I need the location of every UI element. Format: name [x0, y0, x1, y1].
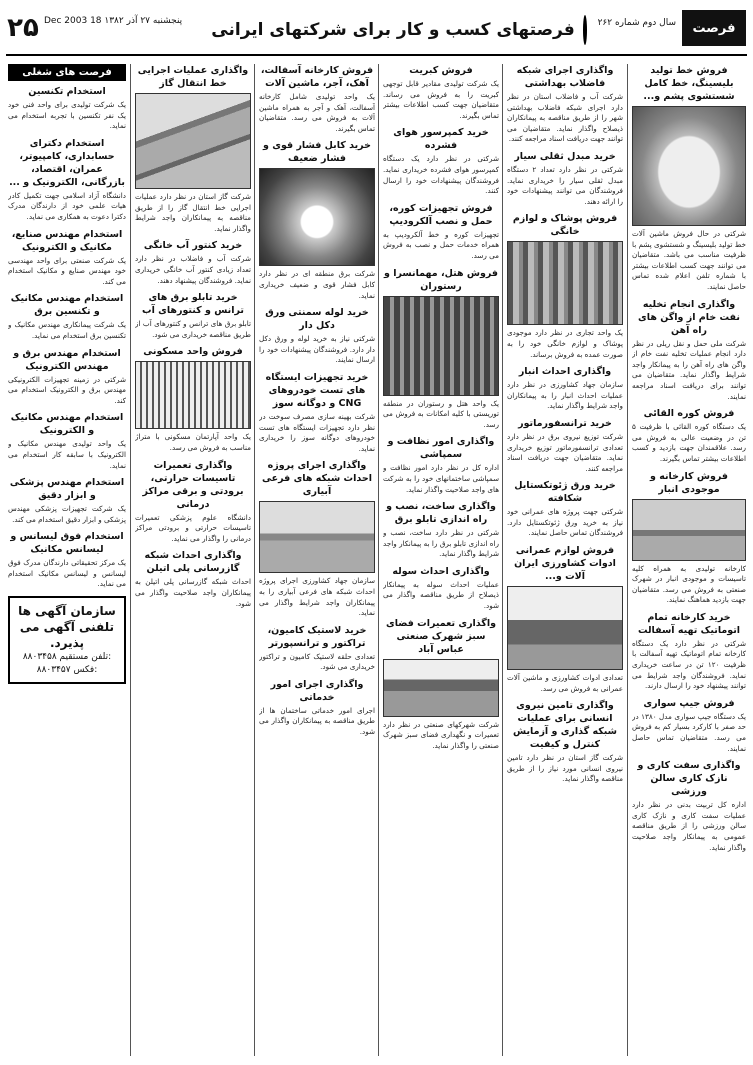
ad-title: واگذاری سفت کاری و نازک کاری سالن ورزشی: [637, 760, 741, 798]
job-ad: [8, 476, 126, 525]
column-1: [632, 64, 746, 1056]
classified-ad: [632, 759, 746, 853]
ad-title: واگذاری ساخت، نصب و راه اندازی تابلو برق: [386, 501, 496, 526]
classified-ad: [259, 459, 375, 618]
ad-title: واگذاری احداث سوله: [392, 565, 490, 577]
section-title: [211, 10, 575, 50]
page-number: ۲۵: [7, 13, 39, 43]
ad-photo: [632, 106, 746, 226]
ad-body: دانشگاه آزاد اسلامی جهت تکمیل کادر هیات علمی خود از دارندگان مدرک دکترا دعوت به همکاری می نماید.: [8, 190, 126, 221]
ad-body: کارخانه تولیدی به همراه کلیه تاسیسات و موجودی انبار در شهرک صنعتی به فروش می رسد. متقاضیان جهت بازدید هماهنگ نمایند.: [632, 563, 746, 605]
ad-body: شرکتی در زمینه تجهیزات الکترونیکی مهندس برق و الکترونیک استخدام می کند.: [8, 374, 126, 405]
ad-body: شرکت برق منطقه ای در نظر دارد کابل فشار قوی و ضعیف خریداری نماید.: [259, 269, 375, 300]
classified-ad: [383, 267, 499, 431]
ad-body: یک دستگاه کوره القائی با ظرفیت ۵ تن در وضعیت عالی به فروش می رسد. علاقمندان جهت بازدید و کسب اطلاعات بیشتر تماس بگیرند.: [632, 422, 746, 463]
classified-ad: [632, 298, 746, 403]
ad-body: یک شرکت صنعتی برای واحد مهندسی خود مهندس صنایع و مکانیک استخدام می کند.: [8, 255, 126, 286]
column-2: [507, 64, 623, 1056]
jobs-column: [8, 64, 126, 1056]
ad-photo: [135, 361, 251, 429]
ad-body: شرکت بهینه سازی مصرف سوخت در نظر دارد تجهیزات ایستگاه های تست خودروهای دوگانه سوز را خریداری نماید.: [259, 411, 375, 453]
ad-body: تعدادی حلقه لاستیک کامیون و تراکتور خریداری می شود.: [259, 651, 375, 672]
ad-title: فروش کارخانه و موجودی انبار: [650, 470, 728, 495]
ads-contact-box: [8, 596, 126, 684]
classified-ad: [259, 306, 375, 366]
ad-body: شرکت شهرکهای صنعتی در نظر دارد تعمیرات و نگهداری فضای سبز شهرک صنعتی را واگذار نماید.: [383, 719, 499, 750]
ad-body: شرکتی در نظر دارد یک دستگاه کارخانه تمام اتوماتیک تهیه آسفالت با ظرفیت ۱۲۰ تن در ساعت خریداری نماید. فروشندگان واجد شرایط می توانند پیشنهاد خود را ارسال دارند.: [632, 638, 746, 691]
ad-body: دانشگاه علوم پزشکی تعمیرات تاسیسات حرارتی و برودتی مراکز درمانی را واگذار می نماید.: [135, 512, 251, 543]
ad-title: واگذاری تامین نیروی انسانی برای عملیات شبکه گذاری و آزمایش کنترل و کیفیت: [513, 700, 617, 751]
job-ad: [8, 530, 126, 590]
masthead: [6, 4, 747, 56]
ad-title: خرید ترانسفورماتور: [518, 417, 612, 429]
issue-number: سال دوم شماره ۲۶۲: [597, 18, 676, 28]
job-ad: [8, 411, 126, 471]
issue-date: پنجشنبه ۲۷ آذر ۱۳۸۲ 18 Dec 2003: [44, 16, 183, 26]
classified-ad: [507, 365, 623, 412]
ad-title: واگذاری انجام تخلیه نفت خام از واگن های راه آهن: [638, 298, 740, 336]
ad-photo: [632, 499, 746, 561]
column-5: [135, 64, 251, 1056]
ad-body: یک شرکت تولیدی مقادیر قابل توجهی کبریت را به فروش می رساند. متقاضیان جهت کسب اطلاعات بیشتر تماس بگیرند.: [383, 79, 499, 120]
ad-body: شرکتی در حال فروش ماشین آلات خط تولید بلیسینگ و شستشوی پشم با ظرفیت مناسب می باشد. متقاضیان می توانند جهت کسب اطلاعات بیشتر با شماره تلفن اعلام شده تماس حاصل نمایند.: [632, 229, 746, 291]
ad-body: شرکتی جهت پروژه های عمرانی خود نیاز به خرید ورق ژئوتکستایل دارد. فروشندگان تماس حاصل نمایند.: [507, 507, 623, 538]
ad-body: یک شرکت تجهیزات پزشکی مهندس پزشکی و ابزار دقیق استخدام می کند.: [8, 504, 126, 524]
fax-label: فکس:: [73, 665, 98, 676]
ad-body: یک واحد آپارتمان مسکونی با متراژ مناسب به فروش می رسد.: [135, 432, 251, 452]
classified-ad: [632, 470, 746, 606]
ad-title: فروش جیپ سواری: [643, 697, 735, 709]
job-ad: [8, 85, 126, 132]
classified-ad: [135, 291, 251, 340]
ad-title: فروش هتل، مهمانسرا و رستوران: [383, 267, 498, 292]
ad-title: خرید لاستیک کامیون، تراکتور و ترانسپورتر: [267, 624, 367, 649]
classified-ad: [383, 202, 499, 262]
ad-body: تعدادی ادوات کشاورزی و ماشین آلات عمرانی به فروش می رسد.: [507, 673, 623, 693]
ad-title: خرید کمپرسور هوای فشرده: [393, 127, 489, 152]
ad-title: استخدام مهندس صنایع، مکانیک و الکترونیک: [11, 228, 123, 253]
ad-title: استخدام مهندس مکانیک و تکنسین برق: [10, 293, 124, 318]
ad-title: واگذاری احداث شبکه گازرسانی پلی اتیلن: [144, 550, 242, 575]
classified-ad: [507, 150, 623, 207]
ad-title: واگذاری اجرای شبکه فاضلاب بهداشتی: [516, 65, 614, 89]
classified-ad: [383, 435, 499, 495]
classified-ad: [135, 549, 251, 609]
phone-line: [13, 651, 121, 664]
ad-title: خرید کنتور آب خانگی: [143, 240, 243, 252]
ad-title: فروش خط تولید بلیسینگ، خط کامل شستشوی پشم و...: [643, 65, 735, 102]
ad-body: شرکت آب و فاضلاب در نظر دارد تعداد زیادی کنتور آب خانگی خریداری نماید. فروشندگان پیشنهاد دهند.: [135, 254, 251, 285]
fax-line: [13, 664, 121, 677]
ad-body: سازمان جهاد کشاورزی اجرای پروژه احداث شبکه های فرعی آبیاری را به پیمانکاران واجد شرایط واگذار می نماید.: [259, 576, 375, 618]
ad-title: فروش کوره القائی: [643, 408, 735, 420]
classified-ad: [632, 64, 746, 293]
classified-ad: [135, 64, 251, 234]
ad-title: خرید لوله سمنتی ورق دکل دار: [265, 307, 369, 332]
section-title-text: فرصتهای کسب و کار برای شرکتهای ایرانی: [211, 20, 575, 40]
ad-title: خرید ورق ژئوتکستایل شکافته: [514, 480, 616, 505]
ad-title: واگذاری تعمیرات فضای سبز شهرک صنعتی عباس آباد: [386, 617, 496, 655]
ad-body: اداره کل در نظر دارد امور نظافت و سمپاشی ساختمانهای خود را به شرکت های واجد صلاحیت واگذار نماید.: [383, 463, 499, 494]
ad-title: استخدام مهندس پزشکی و ابزار دقیق: [9, 477, 125, 502]
ad-body: شرکتی نیاز به خرید لوله و ورق دکل دار دارد. فروشندگان پیشنهادات خود را ارسال نمایند.: [259, 334, 375, 365]
ad-title: واگذاری عملیات اجرایی خط انتقال گاز: [137, 65, 249, 89]
classified-ad: [135, 239, 251, 286]
ad-title: واگذاری امور نظافت و سمپاشی: [387, 436, 495, 461]
classified-ad: [507, 64, 623, 145]
classified-ad: [383, 64, 499, 121]
classified-ad: [259, 64, 375, 134]
ad-body: شرکت گاز استان در نظر دارد عملیات اجرایی خط انتقال گاز را از طریق مناقصه به پیمانکاران واجد شرایط واگذار نماید.: [135, 192, 251, 233]
ad-photo: [259, 168, 375, 266]
ad-title: استخدام دکترای حسابداری، کامپیوتر، عمران، اقتصاد، بازرگانی، الکترونیک و ...: [9, 137, 125, 188]
ad-body: تابلو برق های ترانس و کنتورهای آب از طریق مناقصه خریداری می شود.: [135, 319, 251, 339]
ad-body: یک واحد تجاری در نظر دارد موجودی پوشاک و لوازم خانگی خود را به صورت عمده به فروش برساند.: [507, 328, 623, 359]
column-rule: [254, 64, 255, 1056]
classified-ad: [507, 699, 623, 785]
ad-title: خرید کابل فشار قوی و فشار ضعیف: [263, 140, 371, 165]
ad-body: اداره کل تربیت بدنی در نظر دارد عملیات سفت کاری و نازک کاری سالن ورزشی را از طریق مناقصه عمومی به پیمانکار واجد صلاحیت واگذار نماید.: [632, 800, 746, 852]
ad-title: استخدام تکنسین: [28, 86, 106, 97]
classified-ad: [383, 500, 499, 560]
ad-body: یک مرکز تحقیقاتی دارندگان مدرک فوق لیسانس و لیسانس مکانیک استخدام می نماید.: [8, 558, 126, 589]
column-rule: [627, 64, 628, 1056]
ad-title: استخدام مهندس برق و مهندس الکترونیک: [13, 347, 121, 372]
ad-title: فروش کبریت: [409, 65, 473, 76]
classified-ad: [135, 459, 251, 545]
ad-body: یک دستگاه جیپ سواری مدل ۱۳۸۰ در حد صفر با کارکرد بسیار کم به فروش می رسد. متقاضیان تماس حاصل نمایند.: [632, 711, 746, 753]
ad-body: شرکت گاز استان در نظر دارد تامین نیروی انسانی مورد نیاز را از طریق مناقصه واگذار نماید.: [507, 753, 623, 784]
ad-title: فروش پوشاک و لوازم خانگی: [512, 213, 618, 238]
ad-photo: [507, 241, 623, 325]
ad-body: شرکت آب و فاضلاب استان در نظر دارد اجرای شبکه فاضلاب بهداشتی شهر را از طریق مناقصه به پیمانکاران ذیصلاح واگذار نماید. متقاضیان می توانند جهت دریافت اسناد مراجعه کنند.: [507, 92, 623, 144]
ad-body: یک واحد تولیدی مهندس مکانیک و الکترونیک با سابقه کار استخدام می نماید.: [8, 439, 126, 470]
phone-label: تلفن مستقیم:: [59, 652, 112, 663]
ad-body: تجهیزات کوره و خط آلکرودیپ به همراه خدمات حمل و نصب به فروش می رسد.: [383, 229, 499, 260]
ad-title: استخدام مهندس مکانیک و الکترونیک: [10, 412, 124, 437]
ad-title: فروش واحد مسکونی: [143, 346, 243, 358]
ad-photo: [507, 586, 623, 670]
classified-ad: [259, 678, 375, 738]
classified-ad: [632, 407, 746, 464]
ad-photo: [135, 93, 251, 189]
column-rule: [130, 64, 131, 1056]
newspaper-logo: فرصت: [682, 10, 746, 46]
column-rule: [502, 64, 503, 1056]
column-3: [383, 64, 499, 1056]
job-ad: [8, 228, 126, 288]
classified-ad: [507, 544, 623, 694]
ad-body: شرکتی در نظر دارد تعداد ۲ دستگاه مبدل ثقلی سیار را خریداری نماید. فروشندگان می توانند پیشنهادات خود را ارائه دهند.: [507, 164, 623, 206]
ad-body: اجرای امور خدماتی ساختمان ها از طریق مناقصه به پیمانکاران واگذار می شود.: [259, 705, 375, 737]
ad-body: احداث شبکه گازرسانی پلی اتیلن به پیمانکاران واجد صلاحیت واگذار می شود.: [135, 577, 251, 608]
ad-body: شرکتی در نظر دارد ساخت، نصب و راه اندازی تابلو برق را به پیمانکار واجد شرایط واگذار نماید.: [383, 528, 499, 559]
ads-contact-title: سازمان آگهی ها تلفنی آگهی می پذیرد.: [18, 604, 116, 651]
ad-title: خرید مبدل ثقلی سیار: [514, 150, 616, 162]
ad-title: فروش لوازم عمرانی ادوات کشاورزی ایران آلات و...: [514, 545, 616, 583]
ad-body: یک واحد تولیدی شامل کارخانه آسفالت، آهک و آجر به همراه ماشین آلات به فروش می رسد. متقاضیان تماس بگیرند.: [259, 92, 375, 133]
classified-ad: [383, 617, 499, 752]
classified-ad: [135, 345, 251, 453]
classified-ad: [383, 565, 499, 612]
job-ad: [8, 292, 126, 341]
jobs-header: فرصت های شغلی: [8, 64, 126, 81]
fax-number: ۸۸۰۳۴۵۷: [36, 665, 71, 676]
classified-ad: [259, 371, 375, 454]
ad-title: خرید تجهیزات ایستگاه های تست خودروهای CNG و دوگانه سوز: [265, 371, 369, 409]
ad-photo: [259, 501, 375, 573]
ad-body: یک واحد هتل و رستوران در منطقه توریستی با کلیه امکانات به فروش می رسد.: [383, 398, 499, 429]
ad-title: فروش کارخانه آسفالت، آهک، آجر، ماشین آلات: [260, 65, 374, 89]
ad-body: شرکت توزیع نیروی برق در نظر دارد تعدادی ترانسفورماتور توزیع خریداری نماید. متقاضیان جهت دریافت اسناد مراجعه کنند.: [507, 431, 623, 473]
ad-body: سازمان جهاد کشاورزی در نظر دارد عملیات احداث انبار را به پیمانکاران واجد شرایط واگذار نماید.: [507, 380, 623, 411]
ad-title: واگذاری اجرای پروژه احداث شبکه های فرعی آبیاری: [262, 460, 372, 498]
classified-ad: [632, 697, 746, 754]
ad-title: خرید کارخانه تمام اتوماتیک تهیه آسفالت: [637, 611, 741, 636]
classified-ad: [259, 139, 375, 301]
ad-body: شرکت ملی حمل و نقل ریلی در نظر دارد انجام عملیات تخلیه نفت خام از واگن های راه آهن را به پیمانکار واجد شرایط واگذار نماید. متقاضیان می توانند برای دریافت اسناد مراجعه نمایند.: [632, 338, 746, 401]
ad-photo: [383, 659, 499, 717]
phone-number: ۸۸۰۳۴۵۸: [22, 652, 57, 663]
classified-ad: [383, 126, 499, 196]
ad-title: واگذاری اجرای امور خدماتی: [270, 678, 364, 703]
ad-title: واگذاری تعمیرات تاسیسات حرارتی، برودتی و برقی مراکز درمانی: [142, 459, 244, 510]
classified-ad: [507, 417, 623, 474]
classified-ad: [507, 212, 623, 360]
ad-body: عملیات احداث سوله به پیمانکار ذیصلاح از طریق مناقصه واگذار می شود.: [383, 579, 499, 611]
ad-body: یک شرکت پیمانکاری مهندس مکانیک و تکنسین برق استخدام می نماید.: [8, 320, 126, 340]
classified-ad: [507, 479, 623, 539]
jobs-list: [8, 85, 126, 590]
job-ad: [8, 137, 126, 223]
ad-photo: [383, 296, 499, 396]
ad-title: استخدام فوق لیسانس و لیسانس مکانیک: [10, 531, 124, 556]
column-rule: [378, 64, 379, 1056]
ad-body: شرکتی در نظر دارد یک دستگاه کمپرسور هوای فشرده خریداری نماید. فروشندگان پیشنهادات خود را ارسال کنند.: [383, 154, 499, 196]
classified-ad: [259, 624, 375, 673]
ad-body: یک شرکت تولیدی برای واحد فنی خود یک نفر تکنسین با تجربه استخدام می نماید.: [8, 100, 126, 131]
ad-title: فروش تجهیزات کوره، حمل و نصب آلکرودیپ: [389, 202, 493, 227]
ad-title: خرید تابلو برق های ترانس و کنتورهای آب: [142, 292, 244, 317]
ad-title: واگذاری احداث انبار: [518, 366, 612, 378]
classified-ad: [632, 611, 746, 692]
column-4: [259, 64, 375, 1056]
job-ad: [8, 347, 126, 407]
